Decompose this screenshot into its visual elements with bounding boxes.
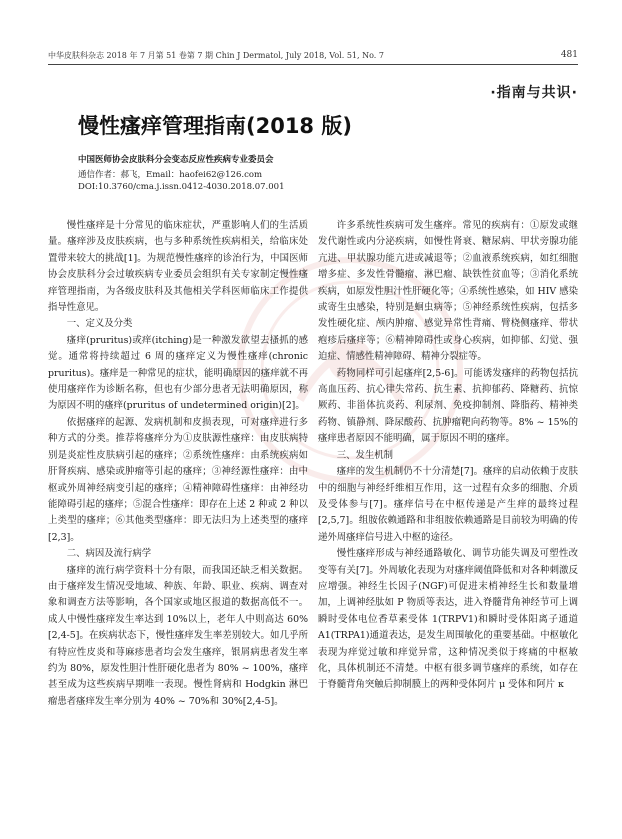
doi: DOI:10.3760/cma.j.issn.0412-4030.2018.07.001: [78, 182, 285, 192]
page-number: 481: [560, 50, 578, 60]
running-head: [48, 50, 578, 64]
paragraph-definition: 瘙痒(pruritus)或痒(itching)是一种激发欲望去搔抓的感觉。通常将持续超过 6 周的瘙痒定义为慢性瘙痒(chronic pruritus)。瘙痒是一种常见的症状，能明确原因的瘙痒就不再使用瘙痒作为诊断名称，但也有少部分患者无法明确原因，称为原因不明的瘙痒(pruritus of undetermined origin)[2]。: [48, 334, 308, 412]
section-heading-etiology: 二、病因及流行病学: [66, 548, 152, 560]
right-column: [318, 218, 578, 694]
paragraph-sensitization: 慢性瘙痒形成与神经通路敏化、调节功能失调及可塑性改变等有关[7]。外周敏化表现为对瘙痒阈值降低和对各种刺激反应增强。神经生长因子(NGF)可促进末梢神经生长和数量增加，上调神经肽如 P 物质等表达，进入脊髓背角神经节可上调瞬时受体电位香草素受体 1(TRPV1)和瞬时受体阳离子通道 A1(TRPA1)通道表达，是发生周围敏化的重要基础。中枢敏化表现为痒觉过敏和痒觉异常，这种情况类似于疼痛的中枢敏化，具体机制还不清楚。中枢有很多调节瘙痒的系统，如存在于脊髓背角突触后抑制膜上的两种受体阿片 μ 受体和阿片 κ: [318, 548, 578, 691]
paragraph-systemic-diseases: 许多系统性疾病可发生瘙痒。常见的疾病有：①原发或继发代谢性或内分泌疾病，如慢性肾衰、糖尿病、甲状旁腺功能亢进、甲状腺功能亢进或减退等；②血液系统疾病，如红细胞增多症、多发性骨髓瘤、淋巴瘤、缺铁性贫血等；③消化系统疾病，如原发性胆汁性肝硬化等；④系统性感染，如 HIV 感染或寄生虫感染，特别是蛔虫病等；⑤神经系统性疾病，包括多发性硬化症、颅内肿瘤、感觉异常性背痛、臂桡侧瘙痒、带状疱疹后瘙痒等；⑥精神障碍性或身心疾病，如抑郁、幻觉、强迫症、情感性精神障碍、精神分裂症等。: [318, 220, 578, 363]
paragraph-classification: 依据瘙痒的起源、发病机制和皮损表现，可对瘙痒进行多种方式的分类。推荐将瘙痒分为①皮肤源性瘙痒：由皮肤病特别是炎症性皮肤病引起的瘙痒；②系统性瘙痒：由系统疾病如肝肾疾病、感染或肿瘤等引起的瘙痒；③神经源性瘙痒：由中枢或外周神经病变引起的瘙痒；④精神障碍性瘙痒：由神经功能障碍引起的瘙痒；⑤混合性瘙痒：即存在上述 2 种或 2 种以上类型的瘙痒；⑥其他类型瘙痒：即无法归为上述类型的瘙痒[2,3]。: [48, 416, 308, 543]
paragraph-intro: 慢性瘙痒是十分常见的临床症状，严重影响人们的生活质量。瘙痒涉及皮肤疾病，也与多种系统性疾病相关，给临床处置带来较大的挑战[1]。为规范慢性瘙痒的诊治行为，中国医师协会皮肤科分会过敏疾病专业委员会组织有关专家制定慢性瘙痒管理指南，为各级皮肤科及其他相关学科医师临床工作提供指导性意见。: [48, 220, 308, 314]
left-column: [48, 218, 308, 710]
paragraph-mechanism: 瘙痒的发生机制仍不十分清楚[7]。瘙痒的启动依赖于皮肤中的细胞与神经纤维相互作用，这一过程有众多的细胞、介质及受体参与[7]。瘙痒信号在中枢传递是产生痒的最终过程[2,5,7]。组胺依赖通路和非组胺依赖通路是目前较为明确的传递外周瘙痒信号进入中枢的途径。: [318, 466, 578, 543]
paragraph-drugs: 药物同样可引起瘙痒[2,5-6]。可能诱发瘙痒的药物包括抗高血压药、抗心律失常药、抗生素、抗抑郁药、降糖药、抗惊厥药、非甾体抗炎药、利尿剂、免疫抑制剂、降脂药、精神类药物、镇静剂、降尿酸药、抗肿瘤靶向药物等。8% ~ 15%的瘙痒患者原因不能明确，属于原因不明的瘙痒。: [318, 367, 578, 445]
section-heading-mechanism: 三、发生机制: [336, 449, 394, 461]
header-rule: [48, 64, 578, 65]
correspondence: 通信作者：郝飞，Email：haofei62@126.com: [78, 170, 263, 180]
journal-info: 中华皮肤科杂志 2018 年 7 月第 51 卷第 7 期 Chin J Dermatol, July 2018, Vol. 51, No. 7: [48, 51, 384, 60]
author-organization: 中国医师协会皮肤科分会变态反应性疾病专业委员会: [78, 155, 274, 165]
paragraph-epidemiology: 瘙痒的流行病学资料十分有限，而我国还缺乏相关数据。由于瘙痒发生情况受地域、种族、年龄、职业、疾病、调查对象和调查方法等影响，各个国家或地区报道的数据高低不一。成人中慢性瘙痒发生率达到 10%以上，老年人中则高达 60%[2,4-5]。在疾病状态下，慢性瘙痒发生率差别较大。如几乎所有特应性皮炎和荨麻疹患者均会发生瘙痒，银屑病患者发生率约为 80%，原发性胆汁性肝硬化患者为 80% ~ 100%，瘙痒甚至成为这些疾病早期唯一表现。慢性肾病和 Hodgkin 淋巴瘤患者瘙痒发生率分别为 40% ~ 70%和 30%[2,4-5]。: [48, 564, 308, 707]
section-heading-definition: 一、定义及分类: [66, 318, 133, 330]
article-title: 慢性瘙痒管理指南(2018 版): [78, 114, 352, 138]
section-tag: ·指南与共识·: [490, 85, 578, 101]
